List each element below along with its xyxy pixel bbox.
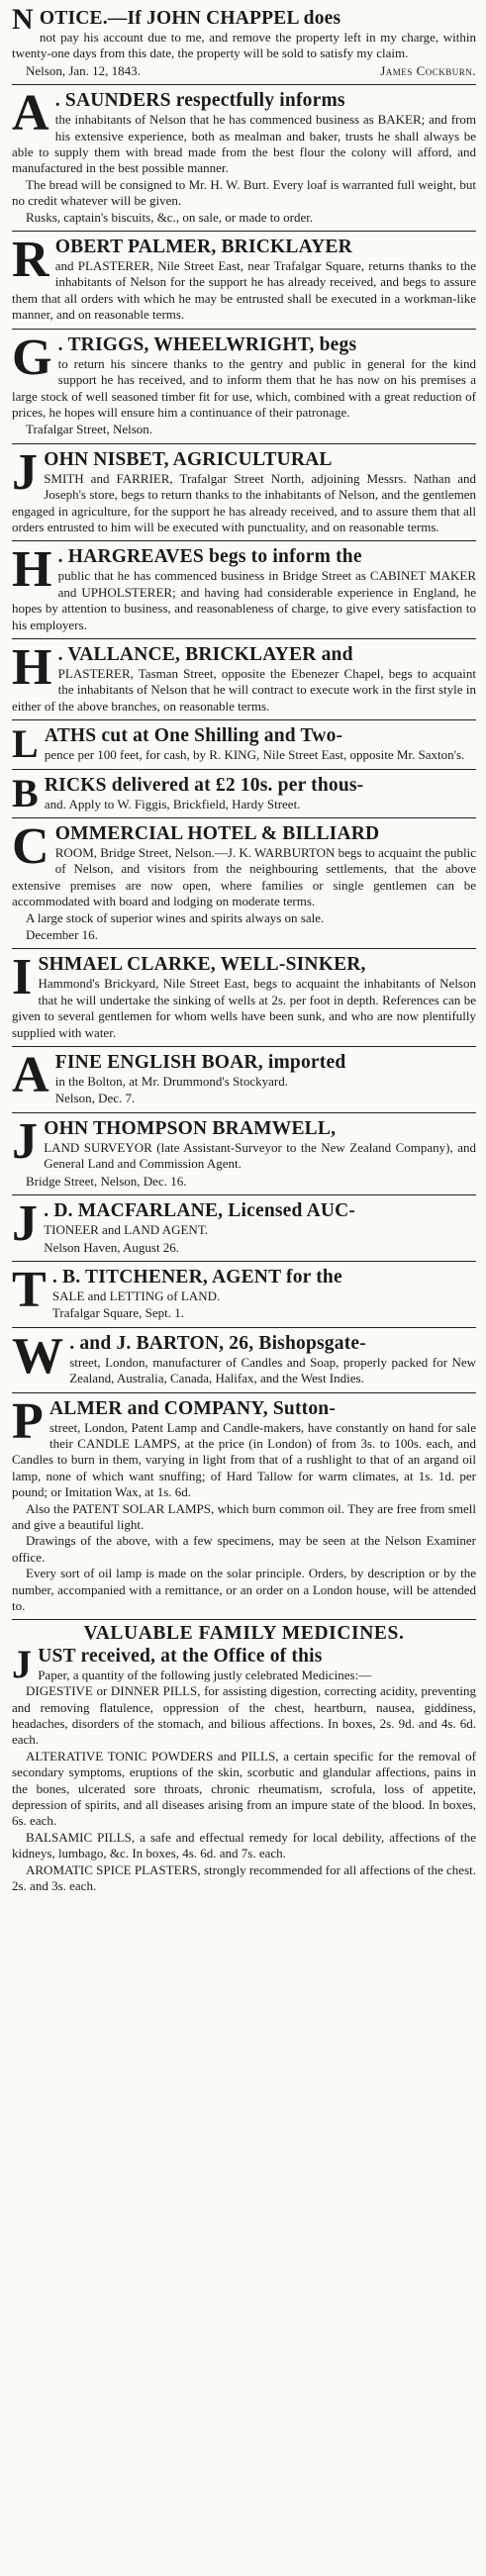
advertisement-notice — [12, 3, 476, 84]
ad-headline: . TRIGGS, WHEELWRIGHT, begs — [57, 334, 357, 355]
drop-cap: A — [12, 1047, 49, 1104]
drop-cap: J — [12, 443, 39, 501]
advertisement-laths — [12, 720, 476, 768]
ad-date: December 16. — [26, 927, 98, 943]
advertisement-hargreaves — [12, 541, 476, 638]
ad-headline: RICKS delivered at £2 10s. per thous- — [44, 774, 364, 796]
drop-cap: H — [12, 541, 52, 599]
ad-body: PLASTERER, Tasman Street, opposite the Ebenezer Chapel, begs to acquaint the inhabitants of Nelson that he will contract to execute work in the first style in either of the above branches, on reasonable terms. — [12, 665, 476, 714]
ad-headline: OHN NISBET, AGRICULTURAL — [44, 448, 333, 470]
ad-body: ROOM, Bridge Street, Nelson.—J. K. WARBURTON begs to acquaint the public of Nelson, and visitors from the neighbouring settlements, that the above extensive premises are now open, where families or single gentlemen can be accommodated with board and lodging on moderate terms. — [12, 845, 476, 909]
drop-cap: J — [12, 1112, 39, 1170]
drop-cap: R — [12, 232, 49, 289]
advertisement-barton — [12, 1328, 476, 1392]
ad-body: the inhabitants of Nelson that he has commenced business as BAKER; and from his extensive experience, both as mealman and baker, trusts he shall always be able to supply them with bread made from the best flour the colony will afford, and manufactured in the best possible manner. — [12, 112, 476, 176]
ad-body-2: Also the PATENT SOLAR LAMPS, which burn common oil. They are free from smell and give a beautiful light. — [12, 1500, 476, 1532]
advertisement-bramwell — [12, 1113, 476, 1194]
ad-body-2: The bread will be consigned to Mr. H. W. Burt. Every loaf is warranted full weight, but no credit whatever will be given. — [12, 176, 476, 209]
ad-body: in the Bolton, at Mr. Drummond's Stockyard. — [54, 1074, 289, 1090]
advertisement-robert-palmer — [12, 232, 476, 329]
ad-headline: SHMAEL CLARKE, WELL-SINKER, — [38, 954, 366, 976]
advertisement-saunders — [12, 85, 476, 231]
ad-headline: . HARGREAVES begs to inform the — [57, 546, 362, 568]
ad-headline: UST received, at the Office of this — [38, 1645, 323, 1667]
drop-cap: H — [12, 638, 52, 696]
advertisement-triggs — [12, 330, 476, 443]
drop-cap: C — [12, 818, 49, 875]
medicine-item-digestive-pills: DIGESTIVE or DINNER PILLS, for assisting digestion, correcting acidity, preventing and removing flatulence, oppression of the chest, heartburn, nausea, giddiness, headaches, disorders of the stomach, and bilious affections. In boxes, 2s. 9d. and 4s. 6d. each. — [12, 1683, 476, 1748]
drop-cap: A — [12, 85, 49, 143]
ad-headline: OHN THOMPSON BRAMWELL, — [44, 1117, 337, 1139]
ad-body: and PLASTERER, Nile Street East, near Trafalgar Square, returns thanks to the inhabitants of Nelson for the support he has already received, and begs to assure them that all orders with which he may be entrusted shall be executed in a workman-like manner, and on reasonable terms. — [12, 258, 476, 323]
ad-body: LAND SURVEYOR (late Assistant-Surveyor to the New Zealand Company), and General Land and Commission Agent. — [44, 1139, 476, 1172]
drop-cap: P — [12, 1392, 44, 1450]
ad-body: SALE and LETTING of LAND. — [51, 1288, 221, 1303]
ad-body-3: Rusks, captain's biscuits, &c., on sale, or made to order. — [26, 209, 314, 225]
ad-body: to return his sincere thanks to the gentry and public in general for the kind support he has received, and to inform them that he has now on his premises a large stock of well seasoned timber fit for use, which, combined with a great reduction of prices, he hopes will ensure him a continuance of their patronage. — [12, 355, 476, 420]
advertisement-boar — [12, 1047, 476, 1112]
ad-body: TIONEER and LAND AGENT. — [44, 1222, 209, 1238]
ad-body: SMITH and FARRIER, Trafalgar Street North, adjoining Messrs. Nathan and Joseph's store, begs to return thanks to the inhabitants of Nelson, and the gentlemen engaged in agriculture, for the support he has already received, and to assure them that all orders entrusted to him will be executed with punctuality, and on reasonable terms. — [12, 470, 476, 534]
ad-headline: . VALLANCE, BRICKLAYER and — [57, 643, 353, 665]
ad-date: Nelson Haven, August 26. — [44, 1239, 180, 1255]
advertisement-palmer-company — [12, 1393, 476, 1620]
medicines-title: VALUABLE FAMILY MEDICINES. — [83, 1623, 405, 1645]
ad-signature-row — [26, 63, 476, 79]
ad-body: public that he has commenced business in Bridge Street as CABINET MAKER and UPHOLSTERER; and having had considerable experience in England, he hopes by attention to business, and reasonableness of charge, to give every satisfaction to his employers. — [12, 568, 476, 632]
ad-body: pence per 100 feet, for cash, by R. KING, Nile Street East, opposite Mr. Saxton's. — [44, 747, 465, 763]
ad-body-3: Drawings of the above, with a few specimens, may be seen at the Nelson Examiner office. — [12, 1533, 476, 1565]
advertisement-vallance — [12, 639, 476, 719]
drop-cap: T — [12, 1261, 47, 1318]
ad-date: Nelson, Dec. 7. — [54, 1091, 136, 1106]
ad-headline: ATHS cut at One Shilling and Two- — [44, 725, 343, 747]
medicine-item-balsamic-pills: BALSAMIC PILLS, a safe and effectual remedy for local debility, affections of the kidneys, lumbago, &c. In boxes, 4s. 6d. and 7s. each. — [12, 1829, 476, 1861]
drop-cap: I — [12, 949, 33, 1006]
ad-body: Hammond's Brickyard, Nile Street East, begs to acquaint the inhabitants of Nelson that he will undertake the sinking of wells at 2s. per foot in depth. References can be given to several gentlemen for whom wells have been sunk, and who are now plentifully supplied with water. — [12, 976, 476, 1040]
medicines-intro: Paper, a quantity of the following justly celebrated Medicines:— — [38, 1667, 372, 1682]
advertisement-bricks — [12, 770, 476, 817]
ad-headline: OTICE.—If JOHN CHAPPEL does — [39, 8, 341, 29]
drop-cap: J — [12, 1195, 39, 1253]
advertisement-macfarlane — [12, 1195, 476, 1261]
ad-body-2: A large stock of superior wines and spirits always on sale. — [26, 909, 325, 925]
drop-cap: W — [12, 1327, 64, 1384]
advertisement-medicines — [12, 1620, 476, 1899]
ad-headline: . and J. BARTON, 26, Bishopsgate- — [69, 1332, 366, 1354]
ad-body-4: Every sort of oil lamp is made on the solar principle. Orders, by description or by the number, accompanied with a remittance, or an order on a London house, will be attended to. — [12, 1566, 476, 1613]
ad-date: Bridge Street, Nelson, Dec. 16. — [26, 1173, 187, 1189]
ad-headline: FINE ENGLISH BOAR, imported — [54, 1052, 346, 1074]
advertisement-commercial-hotel — [12, 818, 476, 948]
ad-date: Trafalgar Square, Sept. 1. — [51, 1305, 184, 1321]
drop-cap: N — [12, 3, 34, 36]
drop-cap: L — [12, 721, 39, 767]
advertisement-nisbet — [12, 444, 476, 541]
ad-address: Trafalgar Street, Nelson. — [26, 422, 153, 437]
ad-headline: OMMERCIAL HOTEL & BILLIARD — [54, 823, 380, 844]
advertisement-clarke — [12, 949, 476, 1046]
ad-body: and. Apply to W. Figgis, Brickfield, Hardy Street. — [44, 796, 301, 811]
ad-place-date: Nelson, Jan. 12, 1843. — [26, 62, 141, 78]
ad-headline: . D. MACFARLANE, Licensed AUC- — [44, 1200, 356, 1222]
drop-cap: G — [12, 329, 52, 386]
drop-cap: J — [12, 1641, 33, 1686]
ad-headline: ALMER and COMPANY, Sutton- — [49, 1397, 337, 1419]
ad-body: not pay his account due to me, and remove the property left in my charge, within twenty-one days from this date, the property will be sold to satisfy my claim. — [12, 30, 476, 61]
ad-signature: James Cockburn. — [380, 62, 476, 78]
ad-headline: . SAUNDERS respectfully informs — [54, 90, 345, 112]
medicine-item-spice-plasters: AROMATIC SPICE PLASTERS, strongly recommended for all affections of the chest. 2s. and 3s. each. — [12, 1861, 476, 1894]
ad-body: street, London, Patent Lamp and Candle-makers, have constantly on hand for sale their CANDLE LAMPS, at the price (in London) of from 3s. to 100s. each, and Candles to burn in them, varying in light from that of a rushlight to that of an argand oil lamp, none of which want snuffing; of Hard Tallow for warm climates, at 1s. 1d. per pound; or Imitation Wax, at 1s. 6d. — [12, 1419, 476, 1500]
ad-headline: . B. TITCHENER, AGENT for the — [51, 1266, 342, 1288]
drop-cap: B — [12, 770, 39, 815]
ad-headline: OBERT PALMER, BRICKLAYER — [54, 237, 352, 258]
advertisement-titchener — [12, 1262, 476, 1327]
ad-body: street, London, manufacturer of Candles and Soap, properly packed for New Zealand, Australia, Canada, Halifax, and the West Indies. — [69, 1354, 476, 1386]
medicine-item-alterative-tonic: ALTERATIVE TONIC POWDERS and PILLS, a certain specific for the removal of secondary symptoms, eruptions of the skin, scorbutic and glandular affections, pains in the bones, ulcerated sore throats, chronic rheumatism, scrofula, loss of appetite, depression of spirits, and all diseases arising from an impure state of the blood. In boxes, 6s. each. — [12, 1748, 476, 1829]
